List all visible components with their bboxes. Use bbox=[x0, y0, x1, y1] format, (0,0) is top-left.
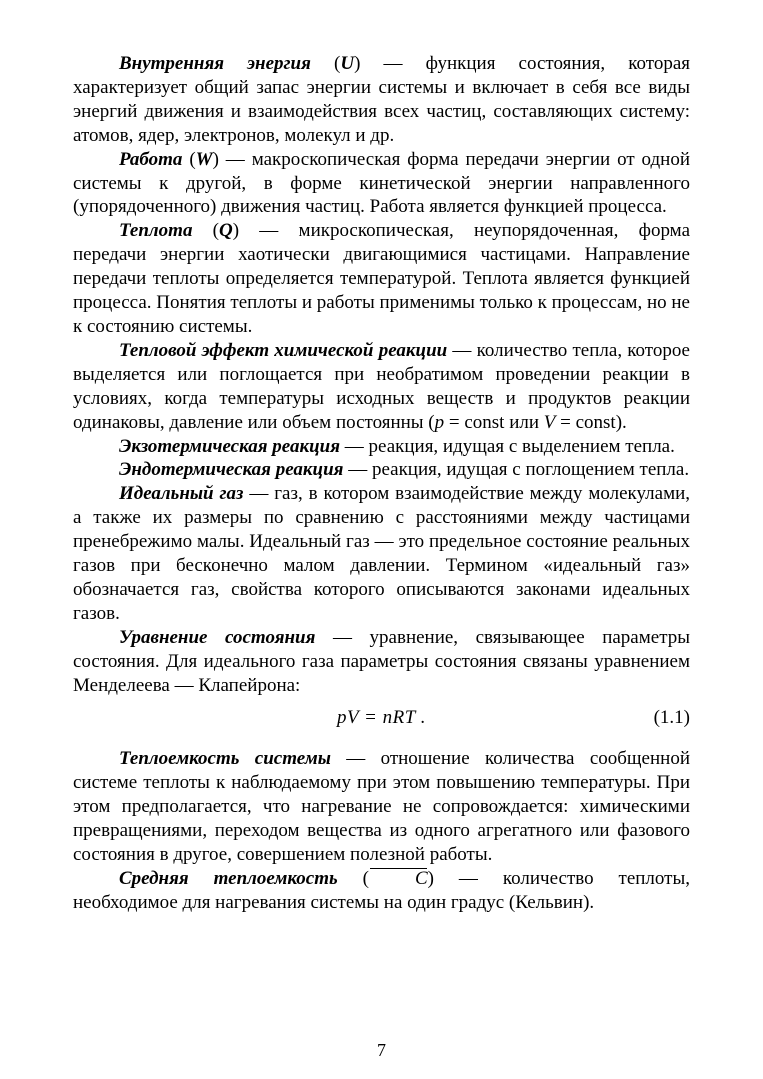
paragraph-heat bbox=[73, 219, 690, 339]
term-mean-heat-capacity: Средняя теплоемкость bbox=[119, 868, 338, 889]
paren-close: ) bbox=[354, 53, 361, 74]
paren-close: ) bbox=[427, 868, 434, 889]
term-heat-effect: Тепловой эффект химической реакции bbox=[119, 339, 448, 361]
definition-endothermic: — реакция, идущая с поглощением тепла. bbox=[343, 459, 690, 481]
term-internal-energy: Внутренняя энергия bbox=[119, 53, 311, 74]
paragraph-heat-effect bbox=[73, 339, 690, 435]
definition-heat-effect: — количество тепла, которое выделяется или поглощается при необратимом проведении реакции в условиях, когда температуры исходных веществ и продуктов реакции одинаковы, давление или объем постоянны ( bbox=[73, 339, 690, 433]
term-exothermic: Экзотермическая реакция bbox=[119, 435, 341, 457]
term-heat: Теплота bbox=[119, 220, 193, 242]
paragraph-exothermic bbox=[73, 435, 690, 459]
var-v: V bbox=[543, 411, 556, 433]
definition-heat: — микроскопическая, неупорядоченная, форма передачи энергии хаотически двигающимися частицами. Направление передачи теплоты определяется температурой. Теплота является функцией процесса. Понятия теплоты и работы применимы только к процессам, но не к состоянию системы. bbox=[73, 220, 691, 337]
term-endothermic: Эндотермическая реакция bbox=[119, 459, 344, 481]
term-work: Работа bbox=[119, 148, 183, 170]
symbol-w: W bbox=[195, 148, 213, 170]
paren-close: ) bbox=[212, 148, 219, 170]
term-heat-capacity: Теплоемкость системы bbox=[119, 748, 331, 770]
paragraph-heat-capacity bbox=[73, 747, 690, 867]
paragraph-mean-heat-capacity bbox=[73, 867, 690, 915]
formula-mendeleev-clapeyron: pV = nRT . bbox=[337, 707, 426, 729]
symbol-u: U bbox=[340, 53, 355, 74]
paragraph-work bbox=[73, 148, 690, 220]
definition-work: — макроскопическая форма передачи энергии от одной системы к другой, в форме кинетической энергии направленного (упорядоченного) движения частиц. Работа является функцией процесса. bbox=[73, 148, 690, 218]
paren-open: ( bbox=[310, 53, 341, 74]
paren-close: ) bbox=[232, 220, 240, 242]
formula-row bbox=[73, 703, 690, 739]
const-v: = const). bbox=[555, 411, 627, 433]
term-equation-of-state: Уравнение состояния bbox=[119, 626, 316, 648]
symbol-c-bar: C bbox=[369, 867, 428, 891]
page-number: 7 bbox=[377, 1040, 386, 1060]
paragraph-internal-energy bbox=[73, 52, 690, 148]
paragraph-equation-of-state bbox=[73, 626, 690, 698]
paragraph-endothermic bbox=[73, 458, 690, 482]
page-body bbox=[73, 52, 690, 915]
equation-number: (1.1) bbox=[653, 707, 690, 729]
definition-ideal-gas: — газ, в котором взаимодействие между молекулами, а также их размеры по сравнению с расстояниями между частицами пренебрежимо малы. Идеальный газ — это предельное состояние реальных газов при бесконечно малом давлении. Термином «идеальный газ» обозначается газ, свойства которого описываются законами идеальных газов. bbox=[73, 483, 691, 624]
definition-heat-capacity: — отношение количества сообщенной системе теплоты к наблюдаемому при этом повышению температуры. При этом предполагается, что нагревание не сопровождается: химическими превращениями, переходом вещества из одного агрегатного или фазового состояния в другое, совершением полезной работы. bbox=[73, 748, 690, 866]
paren-open: ( bbox=[182, 148, 196, 170]
definition-exothermic: — реакция, идущая с выделением тепла. bbox=[340, 435, 675, 457]
definition-equation-of-state: — уравнение, связывающее параметры состояния. Для идеального газа параметры состояния связаны уравнением Менделеева — Клапейрона: bbox=[73, 626, 690, 696]
paragraph-ideal-gas bbox=[73, 482, 690, 625]
paren-open: ( bbox=[337, 868, 369, 889]
term-ideal-gas: Идеальный газ bbox=[119, 483, 244, 505]
symbol-q: Q bbox=[219, 220, 233, 242]
var-p: p bbox=[434, 411, 445, 433]
paren-open: ( bbox=[192, 220, 220, 242]
const-p: = const или bbox=[444, 411, 544, 433]
definition-internal-energy: — функция состояния, которая характеризует общий запас энергии системы и включает в себя все виды энергий движения и взаимодействия всех частиц, составляющих систему: атомов, ядер, электронов, молекул и др. bbox=[73, 53, 691, 146]
definition-mean-heat-capacity: — количество теплоты, необходимое для нагревания системы на один градус (Кельвин). bbox=[73, 868, 690, 913]
